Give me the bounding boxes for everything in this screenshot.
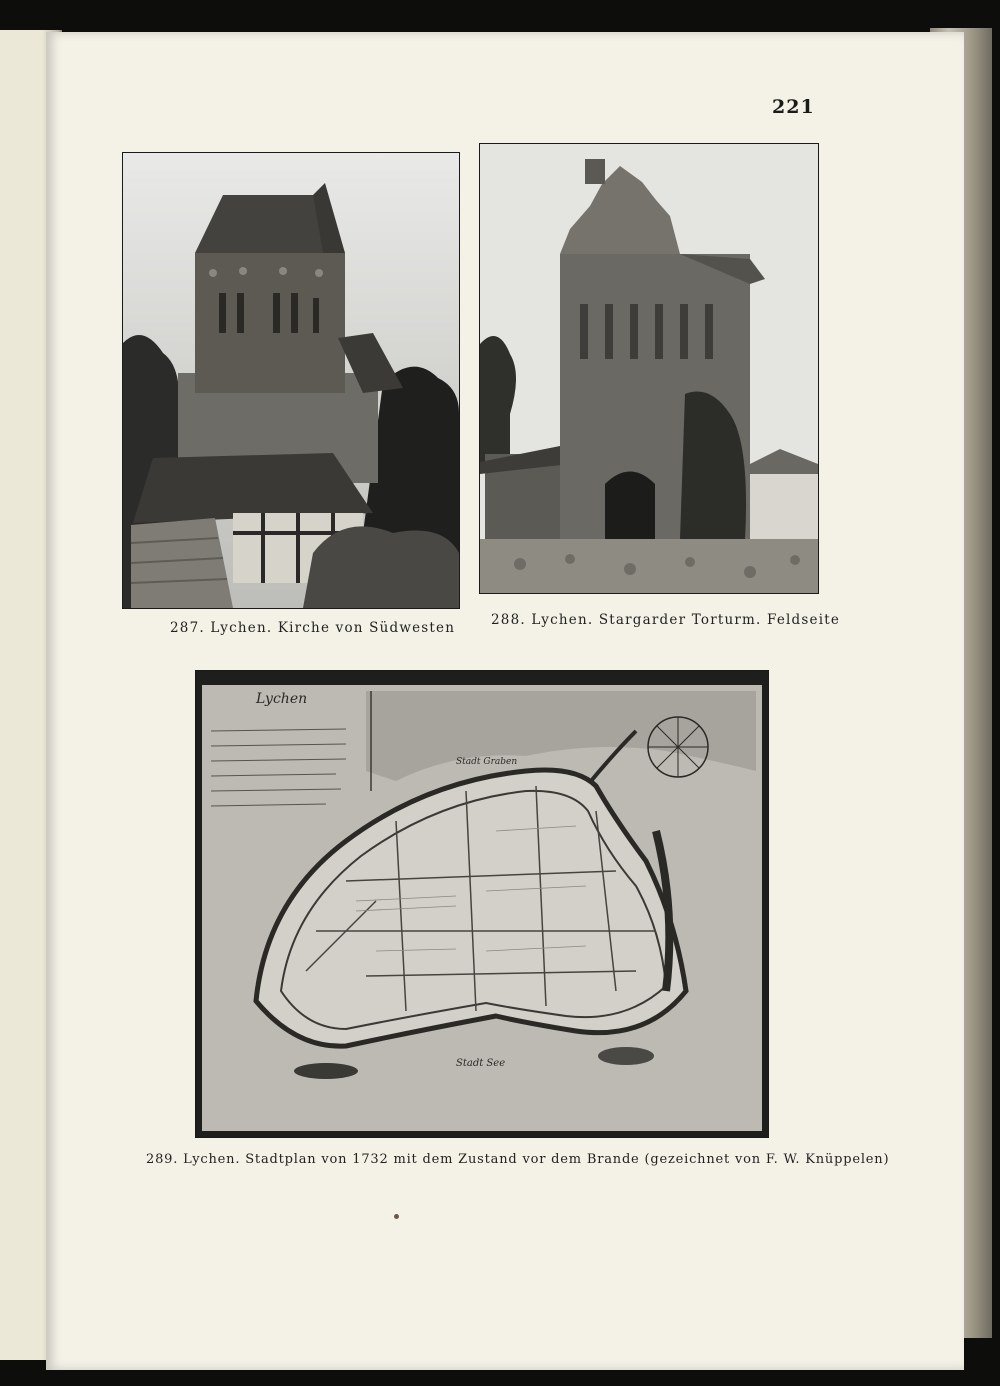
figure-289-town-map <box>195 670 769 1138</box>
figure-288-caption: 288. Lychen. Stargarder Torturm. Feldseite <box>491 612 841 628</box>
figure-287-caption: 287. Lychen. Kirche von Südwesten <box>170 620 456 636</box>
map-lake-label: Stadt See <box>456 1058 506 1069</box>
figure-288-gate-tower-photo <box>479 143 819 594</box>
map-title-label: Lychen <box>256 691 308 707</box>
map-graben-label: Stadt Graben <box>456 757 518 767</box>
figure-289-caption: 289. Lychen. Stadtplan von 1732 mit dem Zustand vor dem Brande (gezeichnet von F. W. Knüppelen) <box>146 1152 890 1167</box>
page-number: 221 <box>772 96 815 118</box>
figure-287-church-photo <box>122 152 460 609</box>
paper-spot <box>394 1214 399 1219</box>
